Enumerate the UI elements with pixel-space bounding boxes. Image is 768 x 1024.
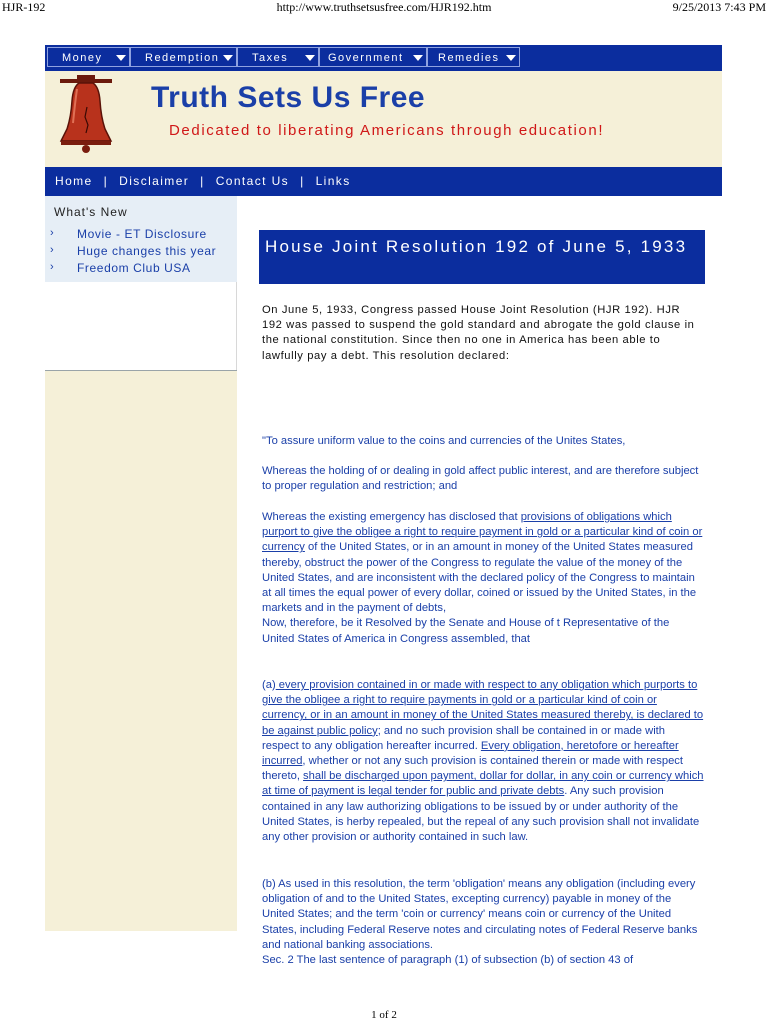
- paragraph-text: Now, therefore, be it Resolved by the Senate and House of t Representative of the United States of America in Congress assembled, that: [262, 617, 670, 645]
- paragraph-text: Sec. 2 The last sentence of paragraph (1) of subsection (b) of section 43 of: [262, 954, 634, 967]
- article-title: House Joint Resolution 192 of June 5, 1933: [259, 230, 705, 284]
- nav-item-redemption[interactable]: [130, 47, 237, 67]
- paragraph-text: Whereas the existing emergency has disclosed that: [262, 511, 521, 523]
- whats-new-link[interactable]: Freedom Club USA: [77, 261, 191, 275]
- nav-item-label: Redemption: [145, 52, 220, 64]
- nav-item-taxes[interactable]: [237, 47, 319, 67]
- site-tagline: Dedicated to liberating Americans through education!: [169, 122, 605, 139]
- resolution-link[interactable]: Every obligation, heretofore or hereafter incurred: [262, 739, 679, 768]
- print-header: [0, 0, 768, 16]
- resolution-link[interactable]: shall be discharged upon payment, dollar for dollar, in any coin or currency which at time of payment is legal tender for public and private debts: [262, 770, 704, 798]
- resolution-link[interactable]: provisions of obligations which purport to give the obligee a right to require payment in gold or a particular kind of coin or currency: [262, 511, 703, 554]
- paragraph-text: . Any such provision contained in any law authorizing obligations to be issued by or under authority of the United States, is herby repealed, but the repeal of any such provision shall not invalidate any other provision or authority contained in such law.: [262, 785, 700, 844]
- chevron-right-icon: ›: [50, 261, 55, 273]
- page-number: 1 of 2: [371, 1009, 397, 1021]
- subnav-contact-us[interactable]: Contact Us: [215, 174, 290, 188]
- resolution-paragraph-4: [262, 678, 704, 845]
- nav-item-remedies[interactable]: [427, 47, 520, 67]
- print-header-timestamp: 9/25/2013 7:43 PM: [672, 0, 766, 14]
- nav-item-government[interactable]: [319, 47, 427, 67]
- site-banner: [45, 71, 722, 167]
- dropdown-arrow-icon: [305, 55, 315, 61]
- resolution-link[interactable]: every provision contained in or made with respect to any obligation which purports to give the obligee a right to require payments in gold or a particular kind of coin or currency, or in an amount in money of the United States measured thereby, is declared to be against public policy: [262, 679, 704, 737]
- paragraph-text: of the United States, or in an amount in money of the United States measured thereby, obstruct the power of the Congress to regulate the value of the money of the United States, and are inconsistent with the declared policy of the Congress to maintain at all times the equal power of every dollar, coined or issued by the United States, in the markets and in the payment of debts,: [262, 541, 697, 615]
- chevron-right-icon: ›: [50, 244, 55, 256]
- chevron-right-icon: ›: [50, 227, 55, 239]
- article-intro: On June 5, 1933, Congress passed House Joint Resolution (HJR 192). HJR 192 was passed to suspend the gold standard and abrogate the gold clause in the national constitution. Since then no one in America has been able to lawfully pay a debt. This resolution declared:: [262, 304, 695, 362]
- subnav-links[interactable]: Links: [315, 174, 351, 188]
- top-nav-bar: [45, 45, 722, 71]
- sidebar: [45, 196, 237, 931]
- paragraph-text: , whether or not any such provision is contained therein or made with respect thereto,: [262, 755, 683, 783]
- dropdown-arrow-icon: [413, 55, 423, 61]
- paragraph-text: ; and no such provision shall be contained in or made with respect to any obligation hereafter incurred.: [262, 724, 666, 752]
- dropdown-arrow-icon: [506, 55, 516, 61]
- print-header-url: http://www.truthsetsusfree.com/HJR192.htm: [276, 0, 492, 14]
- whats-new-link[interactable]: Huge changes this year: [77, 244, 217, 258]
- sidebar-divider: [45, 370, 237, 371]
- whats-new-link[interactable]: Movie - ET Disclosure: [77, 227, 207, 241]
- resolution-paragraph-2: Whereas the holding of or dealing in gold affect public interest, and are therefore subject to proper regulation and restriction; and: [262, 465, 699, 493]
- dropdown-arrow-icon: [223, 55, 233, 61]
- nav-item-label: Taxes: [252, 52, 289, 64]
- nav-item-label: Government: [328, 52, 404, 64]
- dropdown-arrow-icon: [116, 55, 126, 61]
- subnav-home[interactable]: Home: [55, 174, 93, 188]
- print-header-title: HJR-192: [2, 0, 46, 14]
- secondary-nav-bar: Home | Disclaimer | Contact Us | Links: [45, 167, 722, 196]
- resolution-paragraph-1: "To assure uniform value to the coins and currencies of the Unites States,: [262, 435, 626, 447]
- sidebar-blank-panel: [45, 282, 237, 370]
- liberty-bell-icon: [57, 73, 115, 155]
- paragraph-text: (a): [262, 679, 276, 691]
- nav-item-label: Money: [62, 52, 103, 64]
- web-page: [45, 45, 722, 967]
- site-title[interactable]: Truth Sets Us Free: [151, 81, 426, 114]
- resolution-paragraph-5: [262, 877, 704, 968]
- whats-new-heading: What's New: [54, 205, 128, 219]
- resolution-paragraph-3: [262, 510, 704, 647]
- whats-new-panel: [45, 196, 237, 282]
- nav-item-label: Remedies: [438, 52, 500, 64]
- paragraph-text: (b) As used in this resolution, the term 'obligation' means any obligation (including every obligation of and to the United States, excepting currency) payable in money of the United States; and the term 'coin or currency' means coin or currency of the United States, including Federal Reserve notes and circulating notes of Federal Reserve banks and national banking associations.: [262, 878, 698, 951]
- main-content: [237, 196, 722, 967]
- subnav-disclaimer[interactable]: Disclaimer: [119, 174, 190, 188]
- nav-item-money[interactable]: [47, 47, 130, 67]
